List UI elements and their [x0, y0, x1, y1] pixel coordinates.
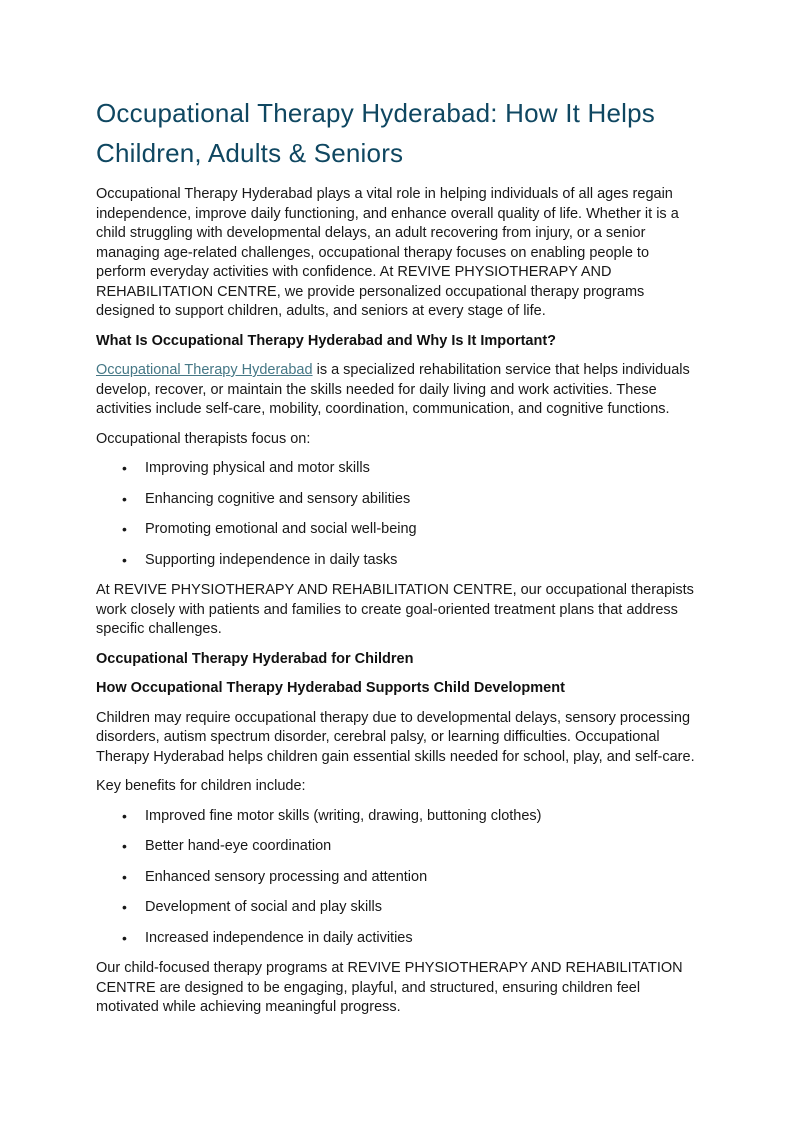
list-item: • Development of social and play skills: [145, 898, 698, 918]
focus-list: [96, 459, 698, 570]
list-item: • Enhanced sensory processing and attention: [145, 868, 698, 888]
children-closing-paragraph: Our child-focused therapy programs at REVIVE PHYSIOTHERAPY AND REHABILITATION CENTRE are designed to be engaging, playful, and structured, ensuring children feel motivated while achieving meaningful progress.: [96, 960, 683, 1015]
definition-paragraph: [96, 361, 698, 420]
list-item: • Promoting emotional and social well-being: [145, 520, 698, 540]
benefits-intro-paragraph: Key benefits for children include:: [96, 778, 306, 794]
section-subheading-child-development: How Occupational Therapy Hyderabad Supports Child Development: [96, 680, 565, 696]
focus-intro-paragraph: Occupational therapists focus on:: [96, 430, 311, 447]
list-item: • Improved fine motor skills (writing, drawing, buttoning clothes): [145, 807, 698, 827]
section-heading-children: Occupational Therapy Hyderabad for Children: [96, 650, 414, 667]
list-item: • Better hand-eye coordination: [145, 837, 698, 857]
occupational-therapy-link[interactable]: Occupational Therapy Hyderabad: [96, 362, 313, 378]
list-item: • Enhancing cognitive and sensory abilities: [145, 490, 698, 510]
what-is-closing-paragraph: At REVIVE PHYSIOTHERAPY AND REHABILITATION CENTRE, our occupational therapists work closely with patients and families to create goal-oriented treatment plans that address specific challenges.: [96, 582, 694, 637]
definition-text: is a specialized rehabilitation service that helps individuals develop, recover, or maintain the skills needed for daily living and work activities. These activities include self-care, mobility, coordination, communication, and cognitive functions.: [96, 362, 690, 417]
list-item: • Improving physical and motor skills: [145, 459, 698, 479]
section-heading-what-is: What Is Occupational Therapy Hyderabad and Why Is It Important?: [96, 332, 557, 349]
intro-paragraph: Occupational Therapy Hyderabad plays a vital role in helping individuals of all ages regain independence, improve daily functioning, and enhance overall quality of life. Whether it is a child struggling with developmental delays, an adult recovering from injury, or a senior managing age-related challenges, occupational therapy focuses on enabling people to perform everyday activities with confidence. At REVIVE PHYSIOTHERAPY AND REHABILITATION CENTRE, we provide personalized occupational therapy programs designed to support children, adults, and seniors at every stage of life.: [96, 186, 679, 319]
list-item: • Increased independence in daily activities: [145, 929, 698, 949]
benefits-list: [96, 807, 698, 949]
children-overview-paragraph: Children may require occupational therapy due to developmental delays, sensory processing disorders, autism spectrum disorder, cerebral palsy, or learning difficulties. Occupational Therapy Hyderabad helps children gain essential skills needed for school, play, and self-care.: [96, 709, 695, 765]
document-title: Occupational Therapy Hyderabad: How It Helps Children, Adults & Seniors: [96, 98, 655, 168]
list-item: • Supporting independence in daily tasks: [145, 551, 698, 571]
